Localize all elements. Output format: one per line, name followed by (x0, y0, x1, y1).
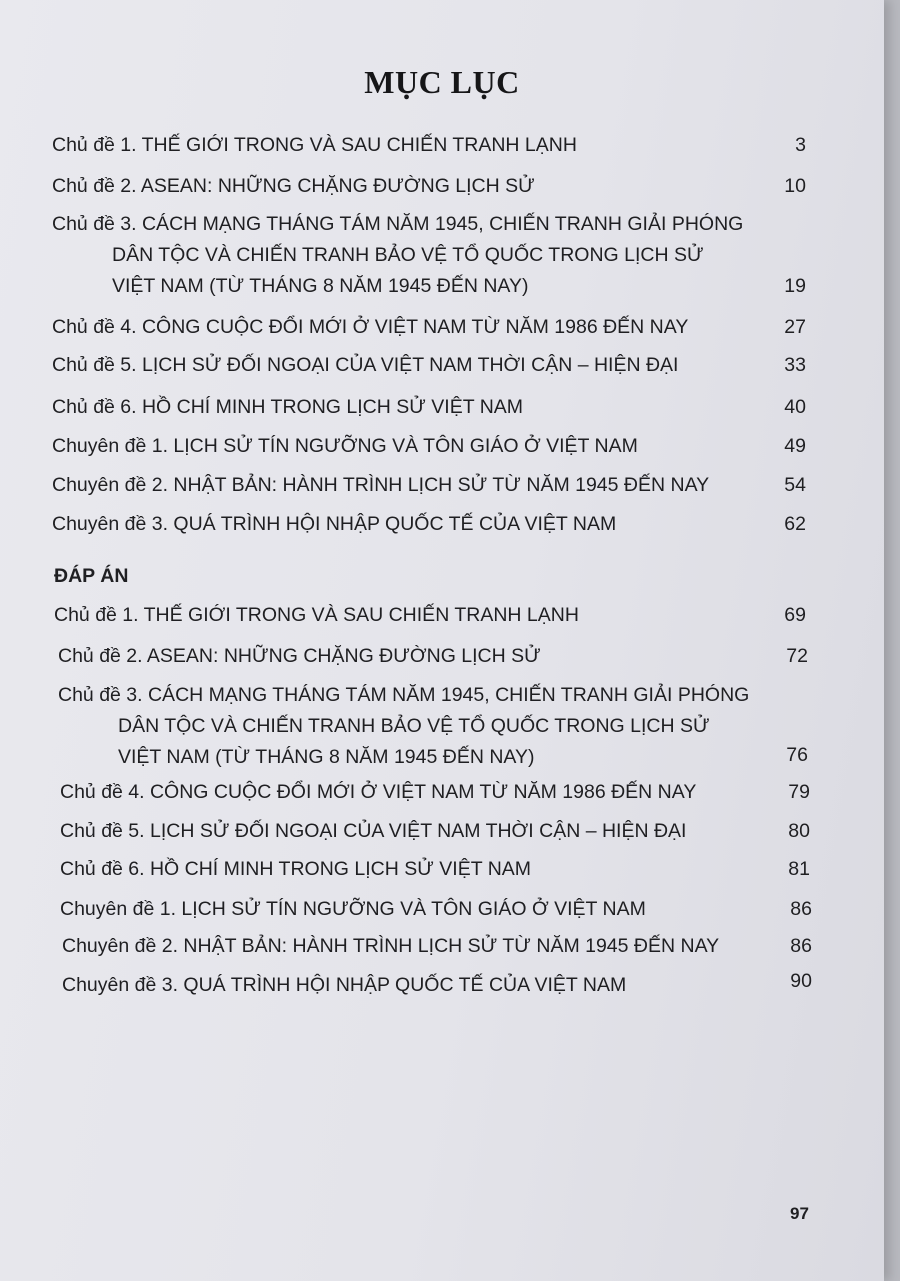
answer-entry (60, 816, 686, 847)
toc-page-number: 40 (784, 396, 806, 418)
toc-entry-line: Chủ đề 2. ASEAN: NHỮNG CHẶNG ĐƯỜNG LỊCH SỬ (52, 175, 535, 197)
toc-page-number: 27 (784, 316, 806, 338)
answer-entry (58, 680, 749, 773)
toc-page-number: 62 (784, 513, 806, 535)
answer-entry-line: Chủ đề 5. LỊCH SỬ ĐỐI NGOẠI CỦA VIỆT NAM THỜI CẬN – HIỆN ĐẠI (60, 820, 687, 842)
answer-entry-line: Chuyên đề 3. QUÁ TRÌNH HỘI NHẬP QUỐC TẾ CỦA VIỆT NAM (62, 974, 627, 996)
answer-entry-line: Chủ đề 3. CÁCH MẠNG THÁNG TÁM NĂM 1945, CHIẾN TRANH GIẢI PHÓNG (58, 684, 750, 706)
toc-entry (52, 209, 743, 302)
answer-page-number: 81 (788, 858, 810, 880)
toc-entry (52, 470, 709, 501)
toc-entry (52, 392, 523, 423)
answer-entry-line: Chủ đề 2. ASEAN: NHỮNG CHẶNG ĐƯỜNG LỊCH SỬ (58, 645, 541, 667)
answer-page-number: 86 (790, 935, 812, 957)
page-edge (884, 0, 900, 1281)
toc-entry-line: Chủ đề 1. THẾ GIỚI TRONG VÀ SAU CHIẾN TRANH LẠNH (52, 134, 577, 156)
answer-page-number: 86 (790, 898, 812, 920)
toc-entry (52, 130, 577, 161)
answers-heading: ĐÁP ÁN (54, 565, 129, 587)
answer-entry (60, 894, 646, 925)
toc-entry (52, 350, 678, 381)
answer-entry (54, 600, 579, 631)
answer-entry (62, 931, 719, 962)
answer-page-number: 90 (790, 970, 812, 992)
answer-page-number: 79 (788, 781, 810, 803)
toc-entry-line: Chủ đề 6. HỒ CHÍ MINH TRONG LỊCH SỬ VIỆT NAM (52, 396, 524, 418)
toc-page-number: 10 (784, 175, 806, 197)
toc-entry (52, 509, 616, 540)
toc-entry-line: VIỆT NAM (TỪ THÁNG 8 NĂM 1945 ĐẾN NAY) (112, 275, 529, 297)
toc-entry (52, 171, 535, 202)
answer-page-number: 80 (788, 820, 810, 842)
toc-entry-line: Chuyên đề 3. QUÁ TRÌNH HỘI NHẬP QUỐC TẾ CỦA VIỆT NAM (52, 513, 617, 535)
toc-entry-line: Chủ đề 4. CÔNG CUỘC ĐỔI MỚI Ở VIỆT NAM TỪ NĂM 1986 ĐẾN NAY (52, 316, 689, 338)
answer-entry-line: Chủ đề 1. THẾ GIỚI TRONG VÀ SAU CHIẾN TRANH LẠNH (54, 604, 579, 626)
answer-entry (60, 854, 531, 885)
answer-entry-line: VIỆT NAM (TỪ THÁNG 8 NĂM 1945 ĐẾN NAY) (118, 746, 535, 768)
answer-page-number: 76 (786, 744, 808, 766)
toc-page-number: 3 (795, 134, 806, 156)
answer-entry-line: Chuyên đề 2. NHẬT BẢN: HÀNH TRÌNH LỊCH SỬ TỪ NĂM 1945 ĐẾN NAY (62, 935, 720, 957)
toc-page-number: 54 (784, 474, 806, 496)
toc-entry-line: Chủ đề 5. LỊCH SỬ ĐỐI NGOẠI CỦA VIỆT NAM THỜI CẬN – HIỆN ĐẠI (52, 354, 679, 376)
toc-page-number: 33 (784, 354, 806, 376)
toc-page-number: 49 (784, 435, 806, 457)
toc-entry-line: Chủ đề 3. CÁCH MẠNG THÁNG TÁM NĂM 1945, CHIẾN TRANH GIẢI PHÓNG (52, 213, 744, 235)
answer-page-number: 69 (784, 604, 806, 626)
page-number: 97 (790, 1204, 809, 1223)
answer-page-number: 72 (786, 645, 808, 667)
toc-entry-line: DÂN TỘC VÀ CHIẾN TRANH BẢO VỆ TỔ QUỐC TRONG LỊCH SỬ (112, 244, 704, 266)
toc-entry (52, 431, 638, 462)
toc-entry (52, 312, 688, 343)
answer-entry-line: Chủ đề 6. HỒ CHÍ MINH TRONG LỊCH SỬ VIỆT NAM (60, 858, 532, 880)
toc-page-number: 19 (784, 275, 806, 297)
answer-entry-line: Chuyên đề 1. LỊCH SỬ TÍN NGƯỠNG VÀ TÔN GIÁO Ở VIỆT NAM (60, 898, 646, 920)
answer-entry-line: Chủ đề 4. CÔNG CUỘC ĐỔI MỚI Ở VIỆT NAM TỪ NĂM 1986 ĐẾN NAY (60, 781, 697, 803)
page-title: MỤC LỤC (364, 64, 520, 100)
answer-entry (60, 777, 696, 808)
toc-entry-line: Chuyên đề 1. LỊCH SỬ TÍN NGƯỠNG VÀ TÔN GIÁO Ở VIỆT NAM (52, 435, 638, 457)
answer-entry-line: DÂN TỘC VÀ CHIẾN TRANH BẢO VỆ TỔ QUỐC TRONG LỊCH SỬ (118, 715, 710, 737)
answer-entry (62, 970, 626, 1001)
toc-entry-line: Chuyên đề 2. NHẬT BẢN: HÀNH TRÌNH LỊCH SỬ TỪ NĂM 1945 ĐẾN NAY (52, 474, 710, 496)
answer-entry (58, 641, 541, 672)
